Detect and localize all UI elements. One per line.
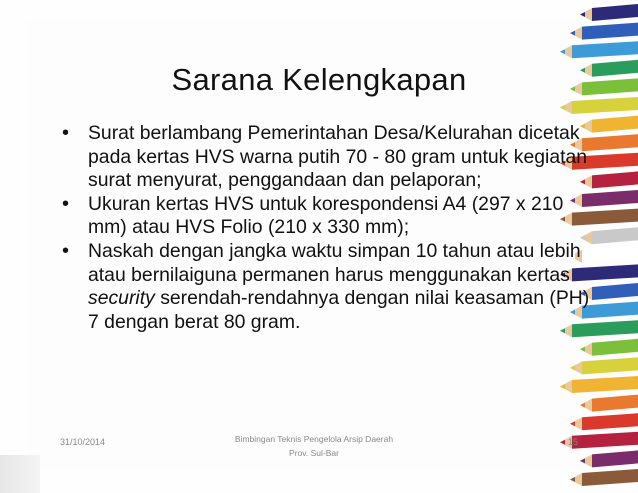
- bullet-text-3b: serendah-rendahnya dengan nilai keasaman (PH) 7 dengan berat 80 gram.: [88, 287, 590, 333]
- pencil-body: [592, 227, 638, 244]
- pencil-lead: [580, 458, 585, 463]
- pencil-lead: [570, 421, 575, 426]
- pencil-body: [592, 116, 638, 133]
- pencil-body: [592, 283, 638, 300]
- footer-center: [214, 432, 414, 460]
- pencil-body: [592, 171, 638, 188]
- bullet-text-2: Ukuran kertas HVS untuk korespondensi A4 (297 x 210 mm) atau HVS Folio (210 x 330 mm);: [88, 192, 564, 239]
- bullet-item-3: [62, 240, 592, 334]
- pencil-body: [572, 432, 638, 449]
- footer-page-number: 15: [567, 437, 578, 447]
- pencil-body: [572, 41, 638, 58]
- bullet-list: [62, 122, 592, 334]
- bullet-text-3a: Naskah dengan jangka waktu simpan 10 tahun atau lebih atau bernilaiguna permanen harus menggunakan kertas: [88, 239, 581, 286]
- pencil-lead: [580, 347, 585, 352]
- footer-center-line1: Bimbingan Teknis Pengelola Arsip Daerah: [234, 434, 394, 444]
- pencil-lead: [570, 477, 575, 482]
- pencil-lead: [560, 105, 565, 110]
- pencil-body: [592, 450, 638, 467]
- pencil-body: [572, 97, 638, 114]
- pencil-body: [572, 376, 638, 393]
- pencil-body: [592, 339, 638, 356]
- pencil-lead: [570, 365, 575, 370]
- bullet-text-1: Surat berlambang Pemerintahan Desa/Kelurahan dicetak pada kertas HVS warna putih 70 - 80 gram untuk kegiatan surat menyurat, penggandaan dan pelaporan;: [88, 122, 588, 192]
- pencil-lead: [560, 49, 565, 54]
- shadow-corner: [0, 455, 40, 493]
- footer-date: 31/10/2014: [60, 437, 106, 447]
- footer-center-line2: Prov. Sul-Bar: [289, 448, 339, 458]
- pencil-body: [582, 357, 638, 374]
- bullet-item-1: [62, 122, 592, 193]
- pencil-body: [592, 395, 638, 412]
- pencil-body: [582, 469, 638, 486]
- pencil-lead: [560, 384, 565, 389]
- pencil-body: [592, 4, 638, 21]
- pencil-body: [582, 413, 638, 430]
- pencil-body: [582, 23, 638, 40]
- pencil-lead: [580, 403, 585, 408]
- pencil-lead: [580, 12, 585, 17]
- pencil-lead: [570, 31, 575, 36]
- bullet-item-2: [62, 193, 592, 240]
- slide-title: Sarana Kelengkapan: [171, 62, 467, 97]
- bullet-text-3-emphasis: security: [88, 287, 155, 310]
